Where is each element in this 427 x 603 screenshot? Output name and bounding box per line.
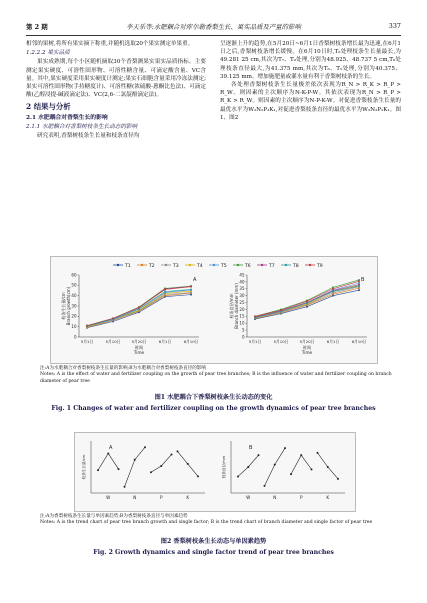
section-heading: 2 结果与分析 [26,102,71,112]
data-point [247,466,249,468]
legend-label: T8 [293,264,299,269]
data-point [254,315,256,317]
left-column [26,40,206,140]
data-point [317,452,319,454]
data-point [332,288,334,290]
factor-trend-line-W [238,455,259,476]
paragraph: 研究表明,香梨树枝条生长量和枝条直径均 [37,133,140,140]
x-axis-label-cn: 时间 [134,345,144,350]
data-point [160,465,162,467]
data-point [327,466,329,468]
y-tick-label: 60 [71,272,77,278]
data-point [164,288,166,290]
data-point [311,468,313,470]
y-tick-label: 30 [71,303,77,309]
legend-label: T1 [125,264,131,269]
figure-note-en: Notes: A is the effect of water and fertilizer coupling on the growth of pear tree branches; B is the influence of water and fertilizer coupling on branch diameter of pear tree [40,372,392,384]
figure-1-caption-en: Fig. 1 Changes of water and fertilizer coupling on the growth dynamics of pear tree branches [51,405,376,412]
series-line-T6 [87,286,191,326]
y-axis-label: 枝条生长量/cm [82,454,86,480]
data-point [274,464,276,466]
panel-tag: B [361,277,365,283]
y-tick-label: 5 [241,327,245,333]
data-point [134,459,136,461]
factor-label: W [246,495,251,500]
legend-label: T7 [269,264,275,269]
x-tick-label: 5月10日 [105,339,121,344]
data-point [332,291,334,293]
x-tick-label: 6月10日 [351,339,367,344]
data-point [144,446,146,448]
factor-trend-line-P [291,455,312,474]
factor-trend-line-K [318,453,339,479]
x-tick-label: 5月20日 [131,339,147,344]
data-point [177,450,179,452]
y-tick-label: 10 [71,324,77,330]
data-point [290,473,292,475]
page-header [26,20,401,36]
figure-2-chart [75,433,355,511]
legend-label: T2 [149,264,155,269]
factor-label: P [159,495,163,500]
legend-marker [285,264,287,266]
data-point [118,468,120,470]
data-point [237,475,239,477]
figure-note-cn: 注:A为水肥耦合对香梨树枝条生长量的影响;B为水肥耦合对香梨树枝条直径的影响 [40,366,206,371]
figure-1-notes [40,366,397,385]
x-tick-label: 5月20日 [299,339,315,344]
figure-1-caption-cn: 图1 水肥耦合下香梨树枝条生长动态的变化 [154,394,273,401]
factor-label: N [133,495,137,500]
factor-label: W [106,495,111,500]
x-axis-label-en: Time [133,350,145,355]
data-point [187,463,189,465]
y-tick-label: 40 [239,279,245,285]
data-point [306,302,308,304]
x-axis-label-en: Time [301,350,313,355]
y-axis-label: 枝条直径/mm [222,455,226,479]
y-tick-label: 50 [71,282,77,288]
y-tick-label: 0 [241,334,245,340]
data-point [124,486,126,488]
page-number: 337 [388,22,401,30]
x-tick-label: 6月1日 [326,339,340,344]
y-tick-label: 20 [239,306,245,312]
panel-tag: A [109,445,113,451]
legend-marker [309,264,311,266]
data-point [358,280,360,282]
figure-2-notes [40,514,397,527]
y-axis-label: 枝条直径/mmBranch diameter (mm) [229,283,239,329]
figure-note-en: Notes: A is the trend chart of pear tree branch growth and single factor; B is the trend chart of branch diameter and single factor of pear tree [40,520,373,526]
legend-label: T4 [197,264,203,269]
factor-label: N [273,495,277,500]
data-point [86,325,88,327]
legend-label: T9 [317,264,323,269]
panel-tag: B [249,445,253,451]
y-tick-label: 35 [239,286,245,292]
y-tick-label: 15 [239,313,245,319]
data-point [358,285,360,287]
data-point [112,317,114,319]
data-point [284,447,286,449]
data-point [107,452,109,454]
factor-trend-line-N [265,448,286,486]
factor-trend-line-W [98,453,119,470]
factor-trend-line-N [125,447,146,487]
series-line-T9 [255,281,359,316]
figure-1-chart [51,257,377,363]
data-point [97,469,99,471]
section-heading: 2.1 水肥耦合对香梨生长的影响 [26,114,108,121]
data-point [358,289,360,291]
figure-note-cn: 注:A为香梨树枝条生长量与单因素趋势;B为香梨树枝条直径与单因素趋势 [40,514,188,519]
data-point [171,454,173,456]
legend-marker [261,264,263,266]
data-point [190,288,192,290]
legend-marker [165,264,167,266]
y-tick-label: 10 [239,320,245,326]
x-tick-label: 5月1日 [80,339,94,344]
issue-number: 第 2 期 [26,22,48,31]
paragraph: 果实成熟期,每个小区随机摘取30个香梨测果实果实品质指标。主要测定果实硬度、可溶性固形物、可溶性糖含量、可滴定酸含量、VC含量。其中,果实硬度采用果实硬度计测定;果实石细胞含量采用冷冻法测定;果实可溶性固形物(手持糖度计)、可溶性糖(浓硫酸-蒽酮比色法)、可滴定酸(乙醇浸提-碱液滴定法)、VC(2,6-二氯靛酚滴定法)。 [26,59,206,99]
paragraph: 相邻的果树,将所有果实摘下称重,并随机选取20个果实测定单果重。 [26,41,194,47]
y-axis-label: 枝条生长量/cmBranch growth(cm) [61,286,71,326]
data-point [300,454,302,456]
y-tick-label: 0 [73,334,77,340]
legend-marker [237,264,239,266]
legend-marker [141,264,143,266]
factor-trend-line-P [151,455,172,473]
paragraph: 呈逐渐上升的趋势,在5月20日~6月1日香梨树枝条增长最为迅速,在6月1日之后,香梨树枝条增长缓慢。在6月10日时,T₆处理枝条生长量最长,为49.281 25 cm,其次为T₇、T₉处理,分别为48.925、48.737 5 cm,T₆处理枝条直径最大,为41.375 mm,其次为T₆、T₅处理,分别为40.375、39.125 mm。增加施肥量或灌水量有利于香梨树枝条的生长。 [220,41,401,80]
data-point [138,307,140,309]
data-point [150,471,152,473]
x-tick-label: 5月10日 [273,339,289,344]
factor-label: K [186,495,190,500]
legend-label: T6 [245,264,251,269]
legend-label: T3 [173,264,179,269]
data-point [164,291,166,293]
series-line-T6 [255,280,359,316]
data-point [280,309,282,311]
legend-label: T5 [221,264,227,269]
y-tick-label: 45 [239,272,245,278]
data-point [264,485,266,487]
data-point [258,454,260,456]
legend-marker [117,264,119,266]
paragraph: 各处理香梨树枝条生长量极差依次表现为R_N > R_K > R_P > R_W。则因素的主次顺序为N-K-P-W。其依次表现为R_N > R_P > R_K > R_W。则因素的主次顺序为N-P-K-W。对促进香梨枝条生长量的最优水平为W₂N₂P₃K₁,对促进香梨枝条直径的最优水平为W₃N₃P₂K₁。图1、图2 [220,82,401,121]
running-title: 李天乐等:水肥耦合对库尔勒香梨生长、果实品质及产量的影响 [126,22,301,31]
legend-marker [213,264,215,266]
x-tick-label: 6月10日 [183,339,199,344]
section-heading: 2.1.1 水肥耦合对香梨树枝条生长动态的影响 [26,123,138,130]
data-point [337,478,339,480]
factor-label: P [299,495,303,500]
y-tick-label: 20 [71,313,77,319]
data-point [197,475,199,477]
y-tick-label: 25 [239,299,245,305]
section-heading: 1.2.2.2 果实品质 [26,50,70,57]
legend-marker [189,264,191,266]
x-tick-label: 6月1日 [158,339,172,344]
figure-2-caption-en: Fig. 2 Growth dynamics and single factor trend of pear tree branches [93,549,334,556]
panel-tag: A [193,277,197,283]
x-tick-label: 5月1日 [248,339,262,344]
right-column [220,40,401,122]
y-tick-label: 40 [71,293,77,299]
y-tick-label: 30 [239,293,245,299]
figure-1 [50,256,378,364]
data-point [306,300,308,302]
data-point [190,286,192,288]
figure-2 [74,432,356,512]
factor-label: K [326,495,330,500]
x-axis-label-cn: 时间 [302,345,312,350]
figure-2-caption-cn: 图2 香梨树枝条生长动态与单因素趋势 [160,538,267,545]
